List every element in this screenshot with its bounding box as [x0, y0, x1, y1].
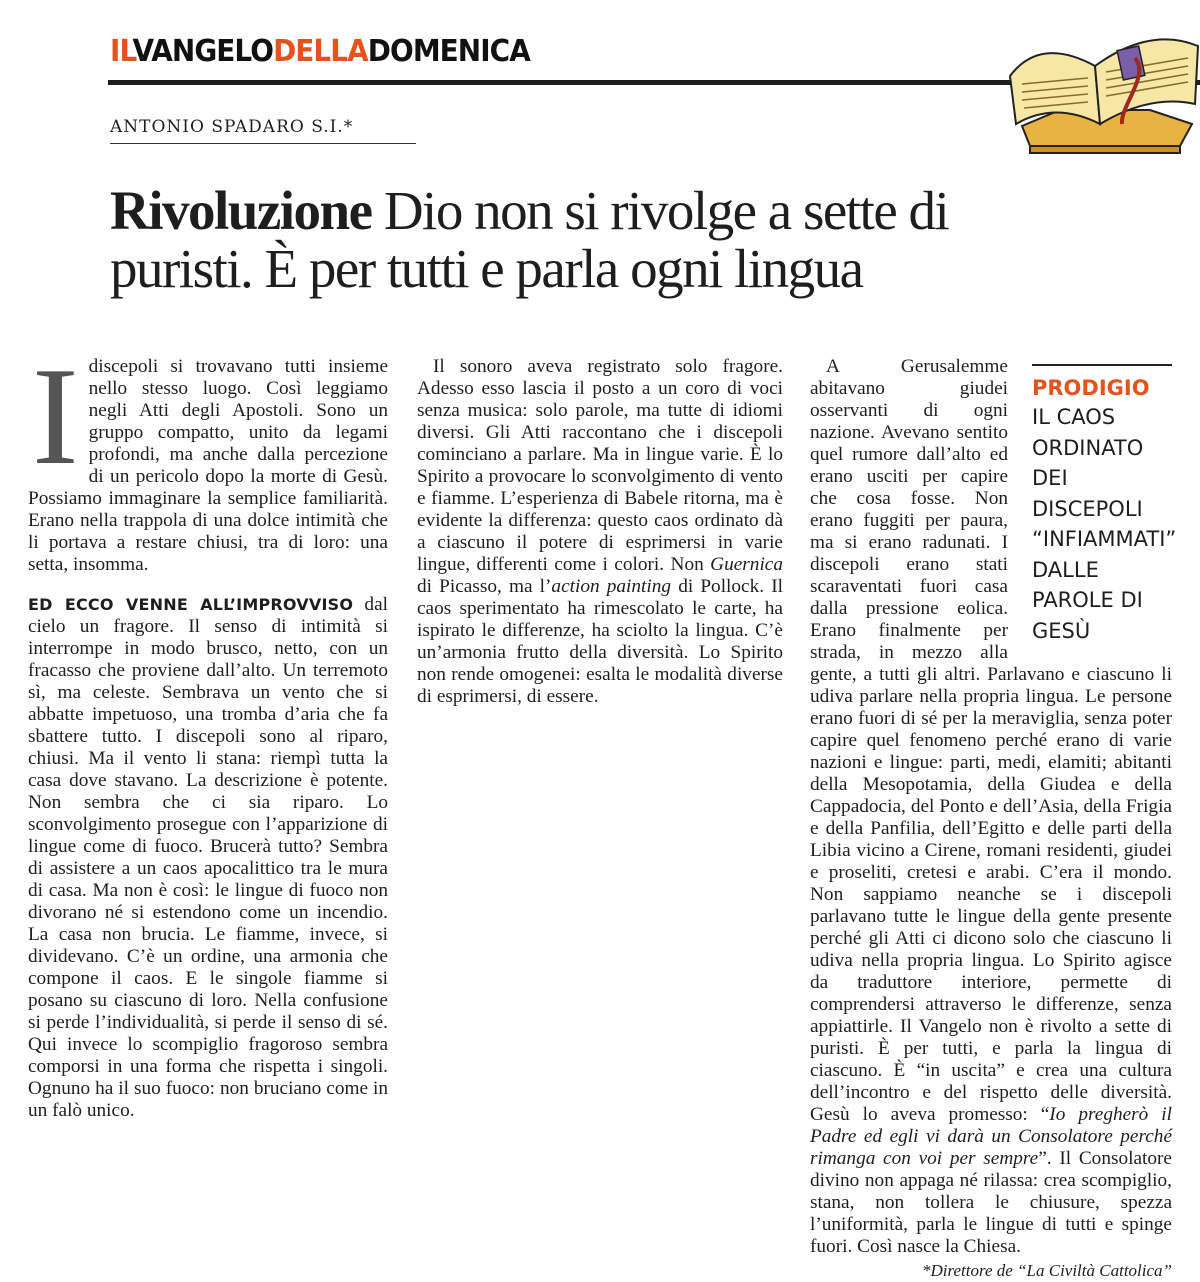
kicker-part-vangelo: VANGELO: [132, 34, 274, 69]
article-column-3: [810, 356, 1177, 1282]
kicker-part-della: DELLA: [273, 34, 368, 69]
kicker-part-il: IL: [110, 34, 133, 69]
paragraph-3: [417, 356, 783, 708]
article-column-1: [28, 339, 388, 1122]
paragraph-3-em-1: Guernica: [710, 554, 783, 575]
paragraph-2: [28, 594, 388, 1122]
author-note: *Direttore de “La Civiltà Cattolica”: [922, 1261, 1172, 1280]
headline-text: Dio non si rivolge a sette di puristi. È per tutti e parla ogni lingua: [110, 180, 949, 299]
author-rule: [110, 143, 416, 144]
pull-quote-text: IL CAOS ORDINATO DEI DISCEPOLI “INFIAMMATI” DALLE PAROLE DI GESÙ: [1032, 405, 1177, 643]
article-column-2: [417, 356, 783, 708]
pull-quote-label: PRODIGIO: [1032, 376, 1150, 400]
paragraph-lead-in: ED ECCO VENNE ALL’IMPROVVISO: [28, 595, 354, 614]
paragraph-1: discepoli si trovavano tutti insieme nello stesso luogo. Così leggiamo negli Atti degli Apostoli. Sono un gruppo compatto, unito da legami profondi, ma anche dalla percezione di un pericolo dopo la morte di Gesù. Possiamo immaginare la semplice familiarità. Erano nella trappola di una dolce intimità che li portava a restare chiusi, tra di loro: una setta, insomma.: [28, 356, 388, 575]
open-book-icon: [1000, 6, 1200, 156]
headline-keyword: Rivoluzione: [110, 180, 372, 241]
paragraph-4-end: ”. Il Consolatore divino non appaga né rilassa: crea scompiglio, stana, non tollera le chiusure, spezza l’uniformità, parla le lingue di tutti e spinge fuori. Così nasce la Chiesa.: [810, 1148, 1172, 1257]
paragraph-4-em: Io pregherò il Padre ed egli vi darà un Consolatore perché rimanga con voi per sempre: [810, 1104, 1172, 1169]
paragraph-3-end: di Pollock. Il caos sperimentato ha rimescolato le carte, ha ispirato le differenze, ha sciolto la lingua. C’è un’armonia frutto della diversità. Lo Spirito non rende omogenei: esalta le modalità diverse di esprimersi, di essere.: [417, 576, 783, 707]
article-headline: [110, 182, 970, 298]
author-byline: ANTONIO SPADARO S.I.*: [110, 117, 354, 137]
paragraph-2-text: dal cielo un fragore. Il senso di intimità si interrompe in modo brusco, netto, con un fracasso che proviene dall’alto. Un terremoto sì, ma celeste. Sembrava un vento che si abbatte impetuoso, una tromba d’aria che fa sbattere tutto. I discepoli sono al riparo, chiusi. Ma il vento li stana: riempì tutta la casa dove stavano. La descrizione è potente. Non sembra che ci sia riparo. Lo sconvolgimento prosegue con l’apparizione di lingue come di fuoco. Brucerà tutto? Sembra di assistere a un caos apocalittico tra le mura di casa. Ma non è così: le lingue di fuoco non divorano né si estendono come un incendio. La casa non brucia. Le fiamme, invece, si dividevano. C’è un ordine, una armonia che compone il caos. E le singole fiamme si posano su ciascuno di loro. Nella confusione si perde l’individualità, si perde il senso di sé. Qui invece lo scompiglio fragoroso sembra comporsi in una forma che rispetta i singoli. Ognuno ha il suo fuoco: non bruciano come in un falò unico.: [28, 594, 388, 1121]
pull-quote: [1032, 364, 1177, 646]
paragraph-3-em-2: action painting: [551, 576, 672, 597]
paragraph-4-text: A Gerusalemme abitavano giudei osservanti di ogni nazione. Avevano sentito quel rumore dall’alto ed erano usciti per capire che cosa fosse. Non erano fuggiti per paura, ma si erano radunati. I discepoli erano stati scaraventati fuori casa dalla pressione eolica. Erano finalmente per strada, in mezzo alla gente, a tutti gli altri. Parlavano e ciascuno li udiva parlare nella propria lingua. Le persone erano fuori di sé per la meraviglia, senza poter capire quel fenomeno perché erano di varie nazioni e lingue: parti, medi, elamiti; abitanti della Mesopotamia, della Giudea e della Cappadocia, del Ponto e dell’Asia, della Frigia e della Panfilia, dell’Egitto e delle parti della Libia vicino a Cirene, romani residenti, giudei e proseliti, cretesi e arabi. C’era il mondo. Non sappiamo neanche se i discepoli parlavano tutte le lingue della gente presente perché gli Atti ci dicono solo che ciascuno li udiva nella propria lingua. Lo Spirito agisce da traduttore interiore, permette di comprendersi attraverso le differenze, senza appiattirle. Il Vangelo non è rivolto a sette di puristi. È per tutti, e parla la lingua di ciascuno. È “in uscita” e crea una cultura dell’incontro e del rispetto delle diversità. Gesù lo aveva promesso: “: [810, 356, 1172, 1125]
kicker-part-domenica: DOMENICA: [367, 34, 530, 69]
drop-cap: I: [32, 339, 79, 494]
section-kicker: [110, 34, 530, 74]
paragraph-3-mid: di Picasso, ma l’: [417, 576, 552, 597]
paragraph-3-text: Il sonoro aveva registrato solo fragore. Adesso esso lascia il posto a un coro di voci senza musica: solo parole, ma tutte di idiomi diversi. Gli Atti raccontano che i discepoli cominciano a parlare. Ma in lingue varie. È lo Spirito a provocare lo sconvolgimento di vento e fiamme. L’esperienza di Babele ritorna, ma è evidente la differenza: questo caos ordinato dà a ciascuno il potere di esprimersi in varie lingue, differenti come i colori. Non: [417, 356, 783, 575]
